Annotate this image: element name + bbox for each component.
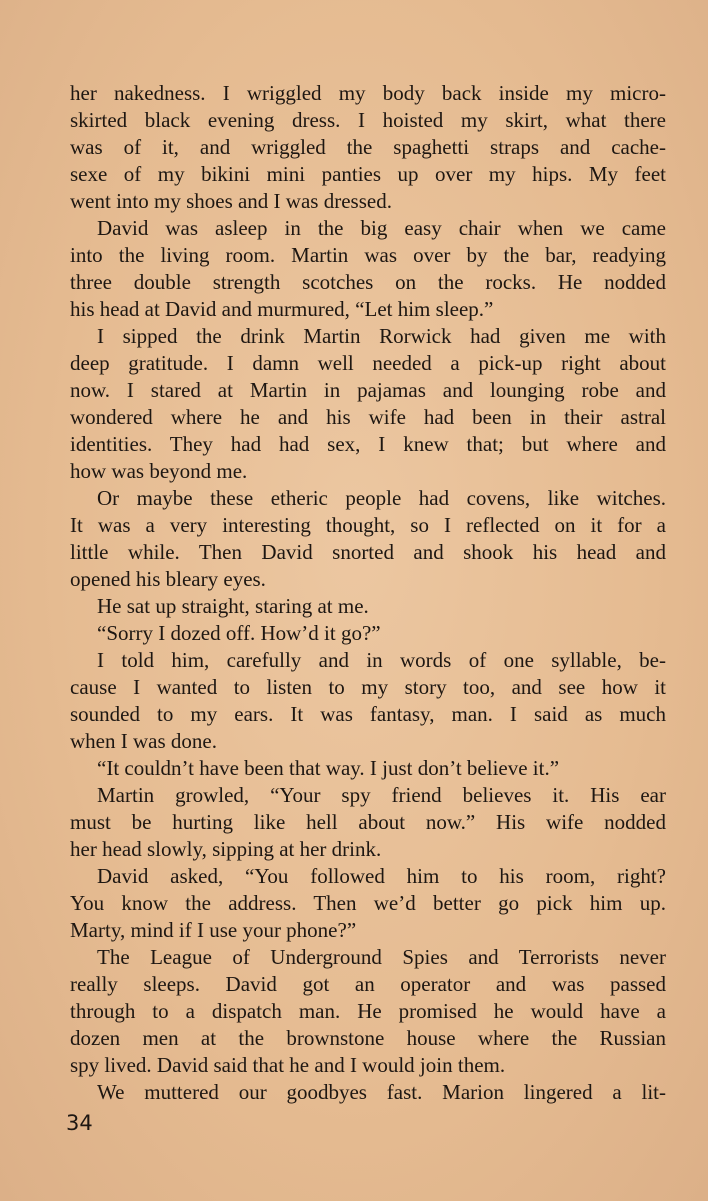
text-line: He sat up straight, staring at me.: [97, 594, 369, 618]
text-line: little while. Then David snorted and shook his head and: [70, 540, 666, 564]
text-line: Marty, mind if I use your phone?”: [70, 918, 357, 942]
text-line: deep gratitude. I damn well needed a pick-up right about: [70, 351, 666, 375]
text-line: Martin growled, “Your spy friend believes it. His ear: [97, 783, 666, 807]
text-line: sounded to my ears. It was fantasy, man. I said as much: [70, 702, 666, 726]
body-text: [70, 80, 666, 1106]
text-line: opened his bleary eyes.: [70, 567, 266, 591]
text-line: through to a dispatch man. He promised he would have a: [70, 999, 666, 1023]
text-line: her head slowly, sipping at her drink.: [70, 837, 382, 861]
text-line: sexe of my bikini mini panties up over my hips. My feet: [70, 162, 666, 186]
text-line: We muttered our goodbyes fast. Marion lingered a lit-: [97, 1080, 666, 1104]
text-line: how was beyond me.: [70, 459, 248, 483]
text-line: her nakedness. I wriggled my body back inside my micro-: [70, 81, 666, 105]
page-number: 34: [66, 1111, 93, 1135]
text-line: was of it, and wriggled the spaghetti straps and cache-: [70, 135, 666, 159]
text-line: cause I wanted to listen to my story too, and see how it: [70, 675, 666, 699]
text-line: It was a very interesting thought, so I reflected on it for a: [70, 513, 666, 537]
text-line: when I was done.: [70, 729, 217, 753]
text-line: skirted black evening dress. I hoisted my skirt, what there: [70, 108, 666, 132]
text-line: Or maybe these etheric people had covens, like witches.: [97, 486, 666, 510]
text-line: I sipped the drink Martin Rorwick had given me with: [97, 324, 666, 348]
text-line: “Sorry I dozed off. How’d it go?”: [97, 621, 381, 645]
text-line: into the living room. Martin was over by the bar, readying: [70, 243, 666, 267]
text-line: spy lived. David said that he and I would join them.: [70, 1053, 506, 1077]
text-line: David asked, “You followed him to his room, right?: [97, 864, 666, 888]
text-line: identities. They had had sex, I knew that; but where and: [70, 432, 666, 456]
text-line: really sleeps. David got an operator and was passed: [70, 972, 666, 996]
text-line: three double strength scotches on the rocks. He nodded: [70, 270, 666, 294]
text-line: You know the address. Then we’d better go pick him up.: [70, 891, 666, 915]
text-line: “It couldn’t have been that way. I just don’t believe it.”: [97, 756, 560, 780]
text-line: must be hurting like hell about now.” His wife nodded: [70, 810, 666, 834]
text-line: The League of Underground Spies and Terrorists never: [97, 945, 666, 969]
text-line: dozen men at the brownstone house where the Russian: [70, 1026, 666, 1050]
text-line: wondered where he and his wife had been in their astral: [70, 405, 666, 429]
text-line: now. I stared at Martin in pajamas and lounging robe and: [70, 378, 666, 402]
text-line: David was asleep in the big easy chair when we came: [97, 216, 666, 240]
text-line: his head at David and murmured, “Let him sleep.”: [70, 297, 494, 321]
text-line: I told him, carefully and in words of one syllable, be-: [97, 648, 666, 672]
text-line: went into my shoes and I was dressed.: [70, 189, 392, 213]
